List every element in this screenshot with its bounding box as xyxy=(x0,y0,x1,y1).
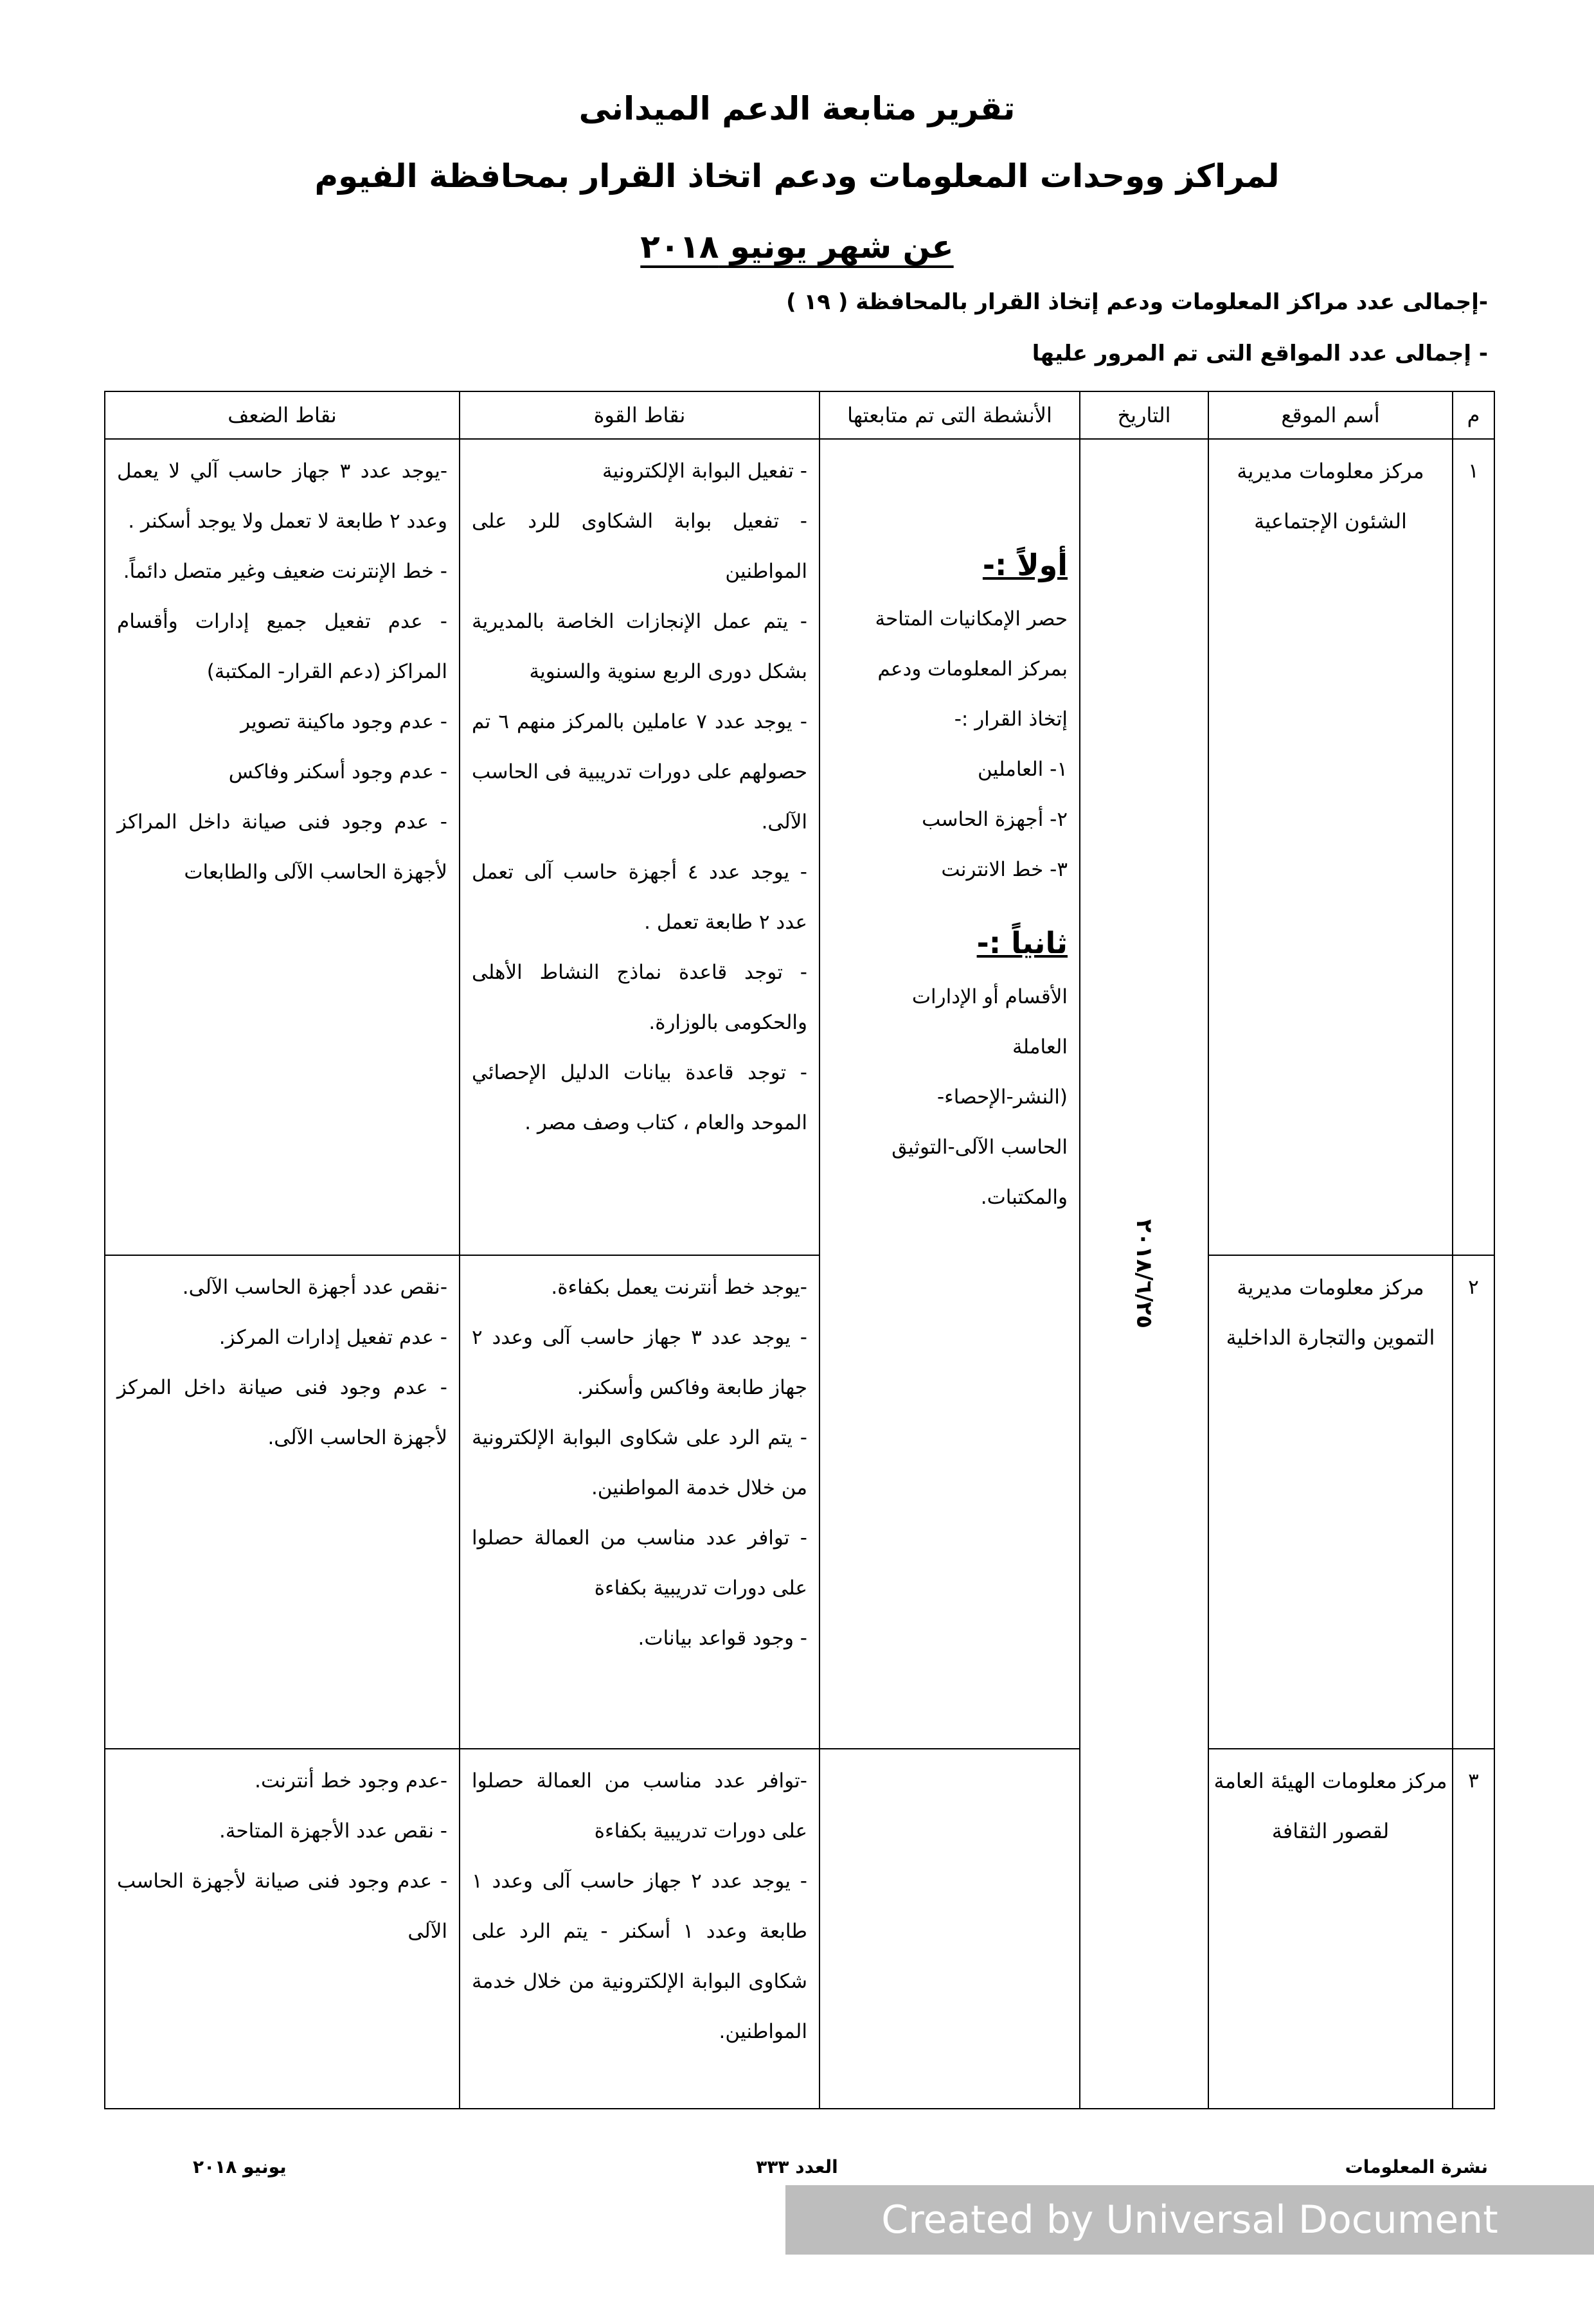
summary-total-sites: - إجمالى عدد المواقع التى تم المرور عليها xyxy=(1032,341,1488,366)
weaknesses-cell xyxy=(105,1749,460,2109)
activities-second-heading: ثانياً :- xyxy=(976,925,1068,960)
row-num-cell xyxy=(1453,1749,1494,2109)
table-row xyxy=(105,1255,1494,1749)
activity-item: ٢- أجهزة الحاسب xyxy=(922,808,1068,831)
activities-cell-empty xyxy=(819,1749,1080,2109)
activity-item: حصر الإمكانيات المتاحة xyxy=(875,607,1068,630)
report-title: تقرير متابعة الدعم الميدانى xyxy=(578,90,1016,127)
strengths-cell xyxy=(460,1255,819,1749)
weaknesses-text: -عدم وجود خط أنترنت. - نقص عدد الأجهزة المتاحة. - عدم وجود فنى صيانة لأجهزة الحاسب الآلى xyxy=(117,1769,447,1943)
followup-table xyxy=(104,391,1495,2109)
weaknesses-cell xyxy=(105,439,460,1255)
row-num-cell xyxy=(1453,439,1494,1255)
row-num: ٢ xyxy=(1468,1276,1479,1299)
activity-item: ١- العاملين xyxy=(978,758,1068,781)
row-site: مركز معلومات مديرية التموين والتجارة الداخلية xyxy=(1226,1275,1435,1350)
table-row xyxy=(105,1749,1494,2109)
activity-item: والمكتبات. xyxy=(980,1186,1068,1209)
footer-date: يونيو ٢٠١٨ xyxy=(193,2156,287,2177)
activity-item: العاملة xyxy=(1012,1035,1068,1059)
row-num-cell xyxy=(1453,1255,1494,1749)
report-period xyxy=(0,228,1594,265)
header-site: أسم الموقع xyxy=(1208,391,1453,439)
row-site-cell xyxy=(1208,439,1453,1255)
row-site-cell xyxy=(1208,1255,1453,1749)
footer-publication: نشرة المعلومات xyxy=(1345,2156,1488,2177)
header-num: م xyxy=(1453,391,1494,439)
strengths-cell xyxy=(460,1749,819,2109)
activity-item: بمركز المعلومات ودعم xyxy=(877,657,1068,681)
row-num: ١ xyxy=(1468,460,1479,483)
header-strengths: نقاط القوة xyxy=(460,391,819,439)
activity-item: الحاسب الآلى-التوثيق xyxy=(891,1136,1068,1159)
converter-watermark: Created by Universal Document Converter xyxy=(785,2185,1594,2255)
visit-date: ٢٠١٨/٦/٢٥ xyxy=(1131,1219,1157,1329)
activity-item: (النشر-الإحصاء- xyxy=(937,1086,1068,1109)
activities-first-heading: أولاً :- xyxy=(982,548,1068,582)
table-header-row xyxy=(105,391,1494,439)
row-site-cell xyxy=(1208,1749,1453,2109)
footer-issue: العدد ٣٣٣ xyxy=(756,2156,838,2177)
report-subtitle: لمراكز ووحدات المعلومات ودعم اتخاذ القرار بمحافظة الفيوم xyxy=(314,157,1280,195)
report-period-text: عن شهر يونيو ٢٠١٨ xyxy=(640,228,954,265)
activity-item: إتخاذ القرار :- xyxy=(954,708,1068,731)
summary-total-centers: -إجمالى عدد مراكز المعلومات ودعم إتخاذ القرار بالمحافظة ( ١٩ ) xyxy=(786,289,1488,315)
strengths-cell xyxy=(460,439,819,1255)
activity-item: الأقسام أو الإدارات xyxy=(911,985,1068,1008)
strengths-text: -توافر عدد مناسب من العمالة حصلوا على دورات تدريبية بكفاءة - يوجد عدد ٢ جهاز حاسب آلى وعدد ١ طابعة وعدد ١ أسكنر - يتم الرد على شكاوى البوابة الإلكترونية من خلال خدمة المواطنين. xyxy=(472,1769,807,2043)
date-cell xyxy=(1080,439,1208,2109)
table-row xyxy=(105,439,1494,1255)
header-weaknesses: نقاط الضعف xyxy=(105,391,460,439)
activities-first-items xyxy=(832,594,1068,895)
activities-second-items xyxy=(832,972,1068,1222)
row-site: مركز معلومات مديرية الشئون الإجتماعية xyxy=(1237,459,1424,533)
strengths-text: -يوجد خط أنترنت يعمل بكفاءة. - يوجد عدد ٣ جهاز حاسب آلى وعدد ٢ جهاز طابعة وفاكس وأسكنر. - يتم الرد على شكاوى البوابة الإلكترونية من خلال خدمة المواطنين. - توافر عدد مناسب من العمالة حصلوا على دورات تدريبية بكفاءة - وجود قواعد بيانات. xyxy=(472,1276,807,1650)
activities-cell xyxy=(819,439,1080,1749)
row-site: مركز معلومات الهيئة العامة لقصور الثقافة xyxy=(1213,1769,1447,1843)
activity-item: ٣- خط الانترنت xyxy=(941,858,1068,881)
header-date: التاريخ xyxy=(1080,391,1208,439)
weaknesses-cell xyxy=(105,1255,460,1749)
weaknesses-text: -نقص عدد أجهزة الحاسب الآلى. - عدم تفعيل إدارات المركز. - عدم وجود فنى صيانة داخل المركز لأجهزة الحاسب الآلى. xyxy=(117,1276,447,1449)
activities-list xyxy=(820,440,1079,1222)
row-num: ٣ xyxy=(1468,1769,1479,1792)
header-activities: الأنشطة التى تم متابعتها xyxy=(819,391,1080,439)
strengths-text: - تفعيل البوابة الإلكترونية - تفعيل بوابة الشكاوى للرد على المواطنين - يتم عمل الإنجازات الخاصة بالمديرية بشكل دورى الربع سنوية والسنوية - يوجد عدد ٧ عاملين بالمركز منهم ٦ تم حصولهم على دورات تدريبية فى الحاسب الآلى. - يوجد عدد ٤ أجهزة حاسب آلى تعمل عدد ٢ طابعة تعمل . - توجد قاعدة نماذج النشاط الأهلى والحكومى بالوزارة. - توجد قاعدة بيانات الدليل الإحصائي الموحد والعام ، كتاب وصف مصر . xyxy=(472,460,807,1134)
weaknesses-text: -يوجد عدد ٣ جهاز حاسب آلي لا يعمل وعدد ٢ طابعة لا تعمل ولا يوجد أسكنر . - خط الإنترنت ضعيف وغير متصل دائماً. - عدم تفعيل جميع إدارات وأقسام المراكز (دعم القرار- المكتبة) - عدم وجود ماكينة تصوير - عدم وجود أسكنر وفاكس - عدم وجود فنى صيانة داخل المراكز لأجهزة الحاسب الآلى والطابعات xyxy=(117,460,448,884)
